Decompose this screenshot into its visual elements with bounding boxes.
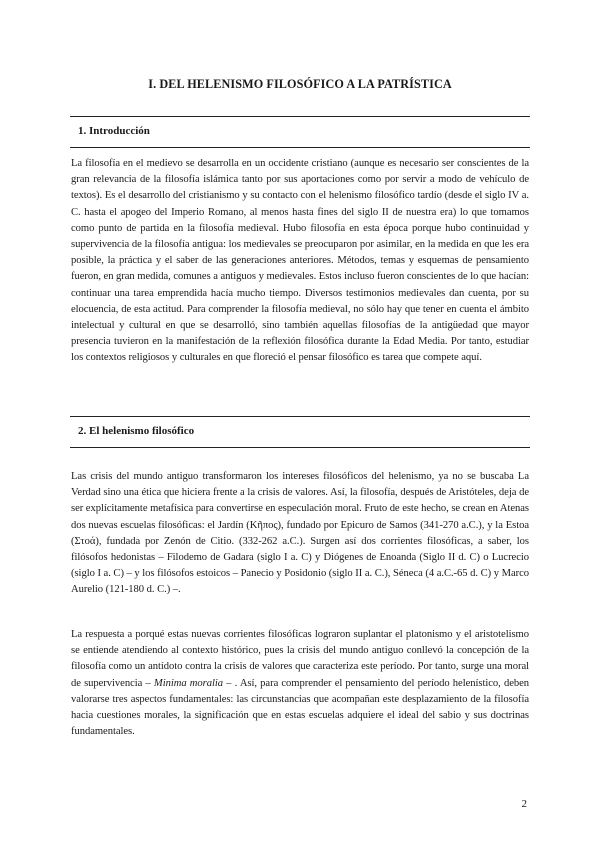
section-heading-introduccion bbox=[70, 116, 530, 148]
paragraph-helenismo-1: Las crisis del mundo antiguo transformaron los intereses filosóficos del helenismo, ya no se buscaba La Verdad sino una ética que hiciera frente a la crisis de valores. Así, la filosofía, después de Aristóteles, deja de ser explícitamente metafísica para convertirse en especulación moral. Fruto de este hecho, se crean en Atenas dos nuevas escuelas filosóficas: el Jardín (Κῆπος), fundado por Epicuro de Samos (341-270 a.C.), y la Estoa (Στοά), fundada por Zenón de Citio. (332-262 a.C.). Surgen así dos corrientes filosóficas, a saber, los filósofos hedonistas – Filodemo de Gadara (siglo I a. C) y Diógenes de Enoanda (Siglo II d. C) o Lucrecio (siglo I a. C) – y los filósofos estoicos – Panecio y Posidonio (siglo II a. C.), Séneca (4 a.C.-65 d. C) y Marco Aurelio (121-180 d. C.) –. bbox=[71, 471, 529, 596]
paragraph-text: La respuesta a porqué estas nuevas corrientes filosóficas lograron suplantar el platonismo y el aristotelismo se entiende atendiendo al contexto histórico, pues la crisis del mundo antiguo conllevó la concepción de la filosofía como un antídoto contra la crisis de valores que caracteriza este período. Por tanto, surge una moral de supervivencia – bbox=[71, 629, 529, 689]
chapter-title: I. DEL HELENISMO FILOSÓFICO A LA PATRÍSTICA bbox=[148, 77, 452, 91]
page-number: 2 bbox=[521, 798, 527, 810]
paragraph-text: – . Así, para comprender el pensamiento del período helenístico, deben valorarse tres aspectos fundamentales: las circunstancias que acompañan este desplazamiento de la filosofía hacia cuestiones morales, la significación que en estas escuelas adquiere el ideal del sabio y sus doctrinas fundamentales. bbox=[71, 677, 529, 738]
section-heading-label: 1. Introducción bbox=[78, 125, 150, 137]
paragraph-helenismo-2 bbox=[71, 627, 529, 740]
italic-term: Minima moralia bbox=[153, 677, 223, 689]
section-heading-label: 2. El helenismo filosófico bbox=[78, 425, 195, 437]
section-heading-helenismo bbox=[70, 416, 530, 448]
paragraph-introduccion: La filosofía en el medievo se desarrolla en un occidente cristiano (aunque es necesario ser conscientes de la gran relevancia de la filosofía islámica tanto por sus aportaciones como por servir a modo de vehículo de textos). Es el desarrollo del cristianismo y su contacto con el helenismo filosófico tardío (desde el siglo IV a. C. hasta el apogeo del Imperio Romano, al menos hasta fines del siglo II de nuestra era) lo que tomamos como punto de partida en la filosofía medieval. Hubo filosofía en esta época porque hubo continuidad y supervivencia de la filosofía antigua: los medievales se preocuparon por asimilar, en la medida en que les era posible, la práctica y el saber de las generaciones anteriores. Métodos, temas y esquemas de pensamiento fueron, en gran medida, comunes a antiguos y medievales. Estos incluso fueron conscientes de lo que hacían: continuar una tarea emprendida hacía mucho tiempo. Diversos testimonios medievales dan cuenta, por su elocuencia, de esta actitud. Para comprender la filosofía medieval, no sólo hay que tener en cuenta el ámbito intelectual y cultural en que se desarrolló, sino también aquellas filosofías de la antigüedad que mayor presencia tuvieron en la manifestación de la reflexión filosófica durante la Edad Media. Por tanto, estudiar los contextos religiosos y culturales en que floreció el pensar filosófico es tarea que compete aquí. bbox=[71, 158, 529, 364]
